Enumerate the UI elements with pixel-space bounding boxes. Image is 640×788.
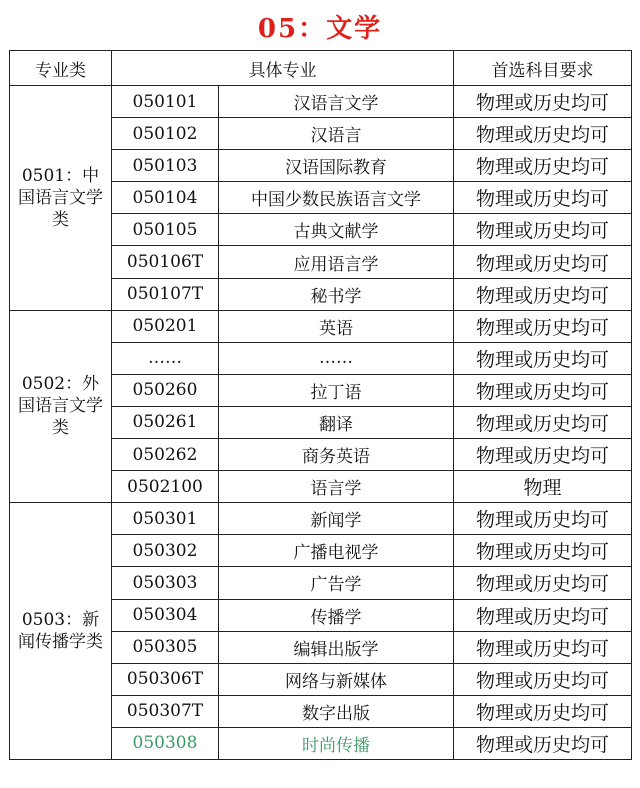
major-name-cell: 广告学 xyxy=(219,567,454,599)
requirement-cell: 物理或历史均可 xyxy=(454,631,632,663)
major-code-cell: 050260 xyxy=(112,374,219,406)
major-code-cell: 050103 xyxy=(112,150,219,182)
requirement-cell: 物理或历史均可 xyxy=(454,214,632,246)
major-name-cell: 翻译 xyxy=(219,406,454,438)
major-code-cell: 050306T xyxy=(112,663,219,695)
requirement-cell: 物理或历史均可 xyxy=(454,439,632,471)
table-body xyxy=(10,86,632,760)
major-code-cell: 050308 xyxy=(112,727,219,759)
major-name-cell: 新闻学 xyxy=(219,503,454,535)
category-cell: 0503：新闻传播学类 xyxy=(10,503,112,760)
major-name-cell: 中国少数民族语言文学 xyxy=(219,182,454,214)
header-major: 具体专业 xyxy=(112,51,454,86)
major-name-cell: 英语 xyxy=(219,310,454,342)
major-code-cell: 050262 xyxy=(112,439,219,471)
major-name-cell: 时尚传播 xyxy=(219,727,454,759)
major-code-cell: 050102 xyxy=(112,118,219,150)
major-code-cell: …… xyxy=(112,342,219,374)
major-name-cell: 汉语言 xyxy=(219,118,454,150)
major-code-cell: 0502100 xyxy=(112,471,219,503)
major-name-cell: 传播学 xyxy=(219,599,454,631)
table-row xyxy=(10,503,632,535)
major-code-cell: 050302 xyxy=(112,535,219,567)
major-name-cell: …… xyxy=(219,342,454,374)
majors-table xyxy=(9,50,632,760)
header-requirement: 首选科目要求 xyxy=(454,51,632,86)
requirement-cell: 物理或历史均可 xyxy=(454,278,632,310)
major-name-cell: 汉语国际教育 xyxy=(219,150,454,182)
requirement-cell: 物理或历史均可 xyxy=(454,86,632,118)
header-row xyxy=(10,51,632,86)
requirement-cell: 物理 xyxy=(454,471,632,503)
major-code-cell: 050107T xyxy=(112,278,219,310)
major-name-cell: 编辑出版学 xyxy=(219,631,454,663)
requirement-cell: 物理或历史均可 xyxy=(454,663,632,695)
major-code-cell: 050104 xyxy=(112,182,219,214)
major-code-cell: 050305 xyxy=(112,631,219,663)
requirement-cell: 物理或历史均可 xyxy=(454,374,632,406)
major-name-cell: 拉丁语 xyxy=(219,374,454,406)
major-code-cell: 050106T xyxy=(112,246,219,278)
requirement-cell: 物理或历史均可 xyxy=(454,342,632,374)
requirement-cell: 物理或历史均可 xyxy=(454,182,632,214)
major-code-cell: 050304 xyxy=(112,599,219,631)
major-code-cell: 050261 xyxy=(112,406,219,438)
major-name-cell: 汉语言文学 xyxy=(219,86,454,118)
major-name-cell: 网络与新媒体 xyxy=(219,663,454,695)
requirement-cell: 物理或历史均可 xyxy=(454,599,632,631)
requirement-cell: 物理或历史均可 xyxy=(454,118,632,150)
major-code-cell: 050105 xyxy=(112,214,219,246)
table-row xyxy=(10,310,632,342)
category-cell: 0502：外国语言文学类 xyxy=(10,310,112,503)
major-name-cell: 商务英语 xyxy=(219,439,454,471)
requirement-cell: 物理或历史均可 xyxy=(454,727,632,759)
requirement-cell: 物理或历史均可 xyxy=(454,567,632,599)
major-name-cell: 数字出版 xyxy=(219,695,454,727)
requirement-cell: 物理或历史均可 xyxy=(454,535,632,567)
requirement-cell: 物理或历史均可 xyxy=(454,503,632,535)
major-code-cell: 050307T xyxy=(112,695,219,727)
table-row xyxy=(10,86,632,118)
major-name-cell: 秘书学 xyxy=(219,278,454,310)
major-name-cell: 古典文献学 xyxy=(219,214,454,246)
major-name-cell: 语言学 xyxy=(219,471,454,503)
header-category: 专业类 xyxy=(10,51,112,86)
page-title: 05：文学 xyxy=(257,14,383,44)
requirement-cell: 物理或历史均可 xyxy=(454,310,632,342)
major-code-cell: 050201 xyxy=(112,310,219,342)
requirement-cell: 物理或历史均可 xyxy=(454,150,632,182)
major-name-cell: 应用语言学 xyxy=(219,246,454,278)
requirement-cell: 物理或历史均可 xyxy=(454,246,632,278)
category-cell: 0501：中国语言文学类 xyxy=(10,86,112,311)
major-code-cell: 050101 xyxy=(112,86,219,118)
major-code-cell: 050301 xyxy=(112,503,219,535)
requirement-cell: 物理或历史均可 xyxy=(454,695,632,727)
major-name-cell: 广播电视学 xyxy=(219,535,454,567)
major-code-cell: 050303 xyxy=(112,567,219,599)
requirement-cell: 物理或历史均可 xyxy=(454,406,632,438)
